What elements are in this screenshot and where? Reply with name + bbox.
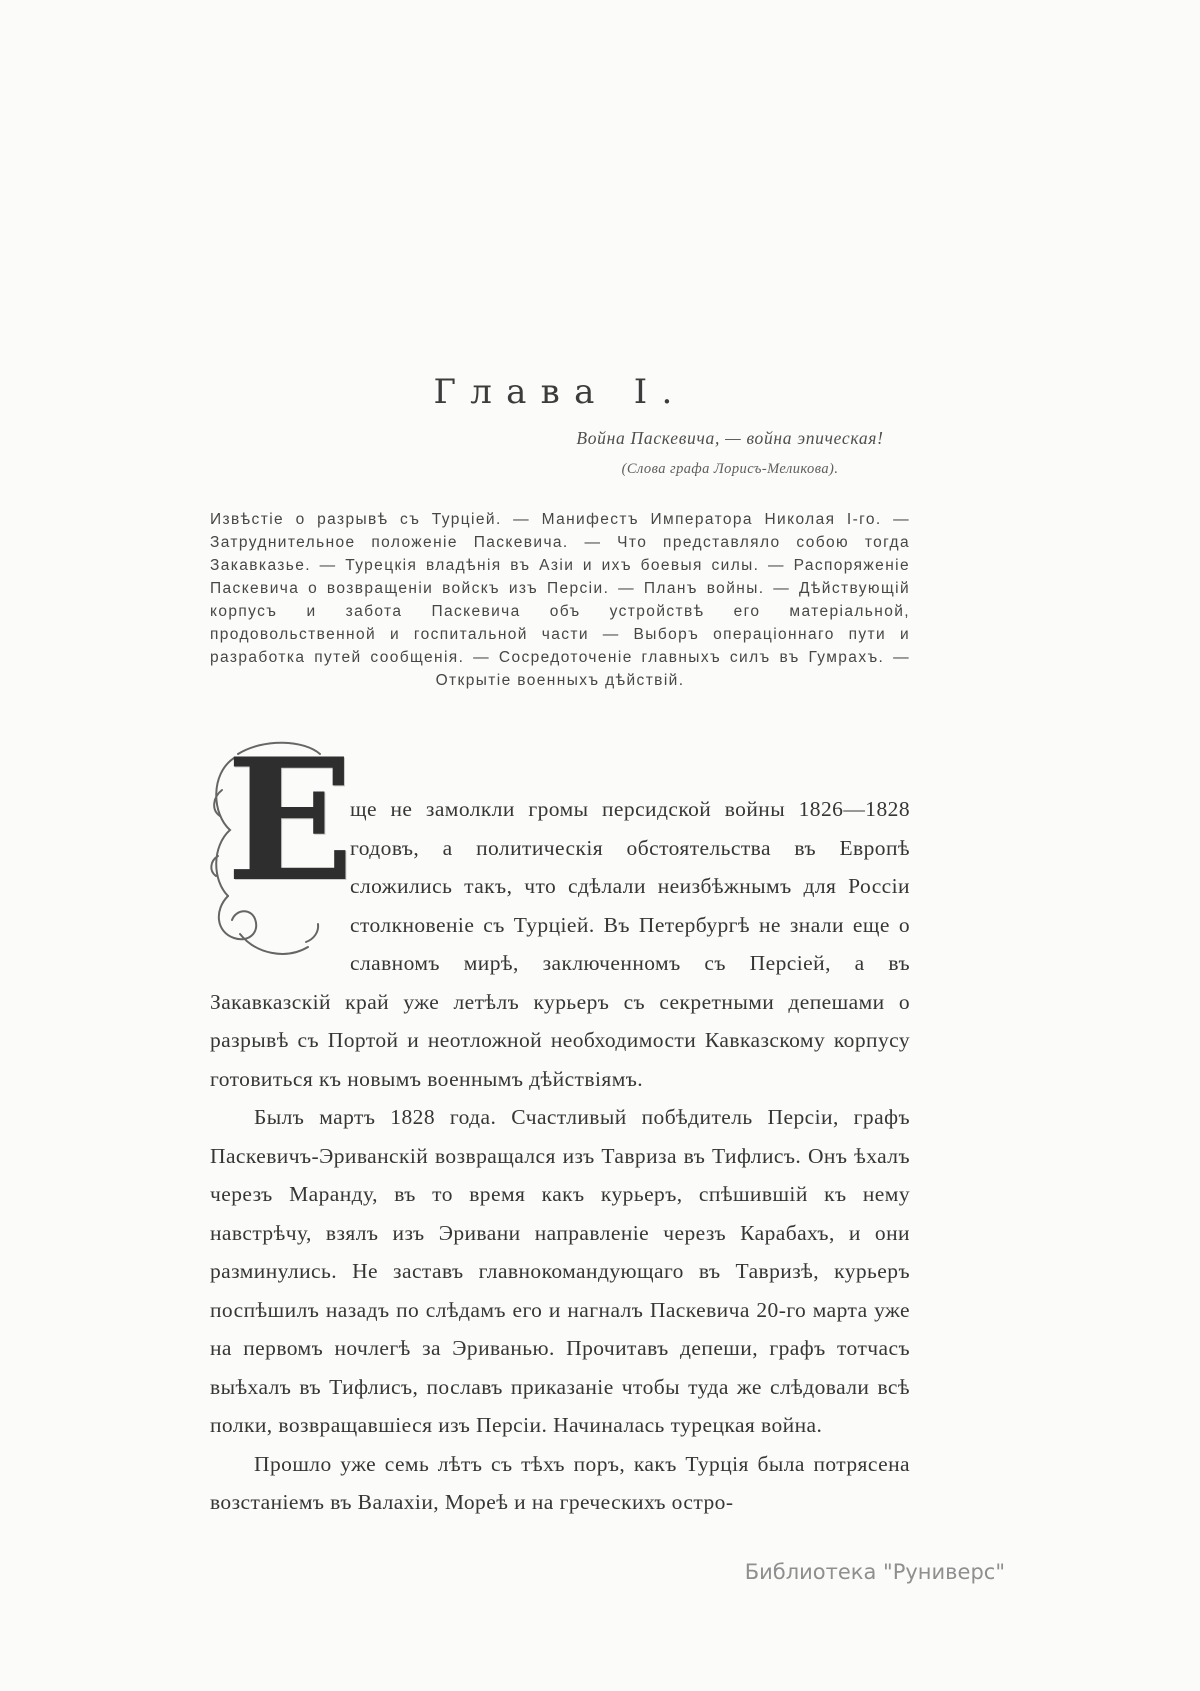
body-text xyxy=(210,721,910,1522)
library-watermark: Библиотека "Руниверс" xyxy=(744,1560,1005,1584)
paragraph xyxy=(210,1098,910,1445)
paragraph xyxy=(210,721,910,1098)
paragraph-text: ще не замолкли громы персидской войны 1826—1828 годовъ, а политическія обстоятельства въ Европѣ сложились такъ, что сдѣлали неизбѣжнымъ для Россіи столкновеніе съ Турціей. Въ Петербургѣ не знали еще о славномъ мирѣ, заключенномъ съ Персіей, а въ Закавказскій край уже летѣлъ курьеръ съ секретными депешами о разрывѣ съ Портой и неотложной необходимости Кавказскому корпусу готовиться къ новымъ военнымъ дѣйствіямъ. xyxy=(210,797,910,1091)
chapter-title: Глава I. xyxy=(433,372,687,412)
paragraph-text: Прошло уже семь лѣтъ съ тѣхъ поръ, какъ Турція была потрясена возстаніемъ въ Валахіи, Мореѣ и на греческихъ остро- xyxy=(210,1451,910,1514)
drop-cap-letter: Е xyxy=(226,721,355,919)
epigraph-quote: Война Паскевича, — война эпическая! xyxy=(576,428,884,448)
chapter-summary: Извѣстіе о разрывѣ съ Турціей. — Манифестъ Императора Николая I-го. — Затруднительное положеніе Паскевича. — Что представляло собою тогда Закавказье. — Турецкія владѣнія въ Азіи и ихъ боевыя силы. — Распоряженіе Паскевича о возвращеніи войскъ изъ Персіи. — Планъ войны. — Дѣйствующій корпусъ и забота Паскевича объ устройствѣ его матеріальной, продовольственной и госпитальной части — Выборъ операціоннаго пути и разработка путей сообщенія. — Сосредоточеніе главныхъ силъ въ Гумрахъ. — Открытіе военныхъ дѣйствій. xyxy=(210,511,910,689)
epigraph xyxy=(550,428,910,478)
text-column xyxy=(210,0,910,1522)
drop-cap xyxy=(210,721,355,982)
epigraph-attribution: (Слова графа Лорисъ-Меликова). xyxy=(621,461,839,477)
paragraph xyxy=(210,1445,910,1522)
paragraph-text: Былъ мартъ 1828 года. Счастливый побѣдитель Персіи, графъ Паскевичъ-Эриванскій возвращался изъ Тавриза въ Тифлисъ. Онъ ѣхалъ черезъ Маранду, въ то время какъ курьеръ, спѣшившій къ нему навстрѣчу, взялъ изъ Эривани направленіе черезъ Карабахъ, и они разминулись. Не заставъ главнокомандующаго въ Тавризѣ, курьеръ поспѣшилъ назадъ по слѣдамъ его и нагналъ Паскевича 20-го марта уже на первомъ ночлегѣ за Эриванью. Прочитавъ депеши, графъ тотчасъ выѣхалъ въ Тифлисъ, пославъ приказаніе чтобы туда же слѣдовали всѣ полки, возвращавшіеся изъ Персіи. Начиналась турецкая война. xyxy=(210,1105,910,1437)
